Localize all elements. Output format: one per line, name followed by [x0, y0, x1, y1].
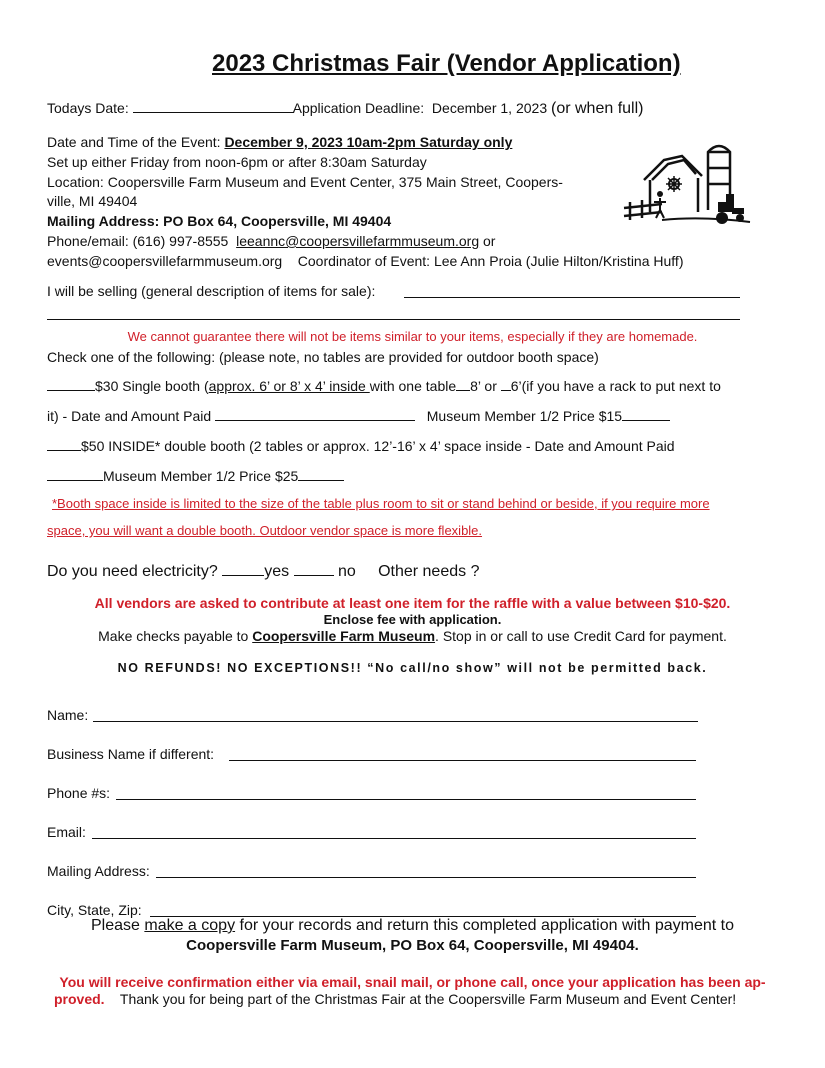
- other-needs-label: Other needs ?: [378, 563, 480, 580]
- no-refunds-notice: NO REFUNDS! NO EXCEPTIONS!! “No call/no show” will not be permitted back.: [117, 661, 708, 675]
- single-booth-checkbox[interactable]: [47, 378, 95, 391]
- deadline-label: Application Deadline:: [292, 100, 425, 116]
- table-8ft-checkbox[interactable]: [456, 378, 470, 391]
- single-paid-label: it) - Date and Amount Paid: [47, 408, 212, 424]
- double-member-row: [47, 468, 344, 484]
- mailing-address-field[interactable]: [156, 876, 696, 878]
- checks-prefix: Make checks payable to: [98, 628, 253, 644]
- return-text: for your records and return this completed application with payment to: [235, 917, 734, 934]
- double-paid-field[interactable]: [47, 468, 103, 481]
- deadline-suffix: (or when full): [551, 100, 644, 117]
- electricity-no-label: no: [338, 563, 356, 580]
- email-link-leeann[interactable]: leeannc@coopersvillefarmmuseum.org: [236, 233, 480, 249]
- raffle-notice: All vendors are asked to contribute at least one item for the raffle with a value between $10-$20.: [94, 595, 731, 611]
- please-text: Please: [90, 917, 145, 934]
- checks-payee: Coopersville Farm Museum: [252, 628, 436, 644]
- electricity-yes-label: yes: [264, 563, 290, 580]
- approved-text: proved.: [54, 991, 105, 1007]
- event-date-label: Date and Time of the Event:: [47, 134, 221, 150]
- checks-suffix: . Stop in or call to use Credit Card for payment.: [435, 628, 727, 644]
- email-events: events@coopersvillefarmmuseum.org: [47, 253, 283, 269]
- mailing-address-label: Mailing Address:: [47, 863, 150, 879]
- enclose-fee: Enclose fee with application.: [323, 612, 502, 627]
- location-line-2: ville, MI 49404: [47, 193, 138, 209]
- make-copy-text: make a copy: [144, 917, 236, 934]
- table-6ft-label: 6’(if you have a rack to put next to: [510, 378, 721, 394]
- farm-barn-tractor-icon: [622, 138, 752, 230]
- coordinator-text: Coordinator of Event: Lee Ann Proia (Julie Hilton/Kristina Huff): [297, 253, 684, 269]
- return-address: Coopersville Farm Museum, PO Box 64, Coopersville, MI 49404.: [186, 937, 639, 954]
- check-one-text: Check one of the following: (please note, no tables are provided for outdoor booth space): [47, 349, 599, 365]
- electricity-no-field[interactable]: [294, 563, 334, 576]
- phone-row: [47, 233, 495, 249]
- name-field[interactable]: [93, 720, 698, 722]
- todays-date-label: Todays Date:: [47, 100, 129, 116]
- electricity-row: [47, 563, 479, 581]
- single-booth-price: $30 Single booth (: [95, 378, 209, 394]
- double-booth-checkbox[interactable]: [47, 438, 81, 451]
- selling-label: I will be selling (general description of items for sale):: [47, 283, 376, 299]
- single-booth-size: approx. 6’ or 8’ x 4’ inside: [208, 378, 370, 394]
- double-booth-row: [47, 438, 675, 454]
- event-date-row: [47, 134, 512, 150]
- single-booth-row: [47, 378, 721, 394]
- or-text: or: [483, 233, 496, 249]
- single-booth-rest: with one table: [369, 378, 457, 394]
- electricity-question: Do you need electricity?: [47, 563, 218, 580]
- todays-date-field[interactable]: [133, 100, 293, 113]
- single-member-label: Museum Member 1/2 Price $15: [426, 408, 623, 424]
- table-8ft-label: 8’ or: [470, 378, 501, 394]
- selling-field[interactable]: [404, 296, 740, 298]
- table-6ft-checkbox[interactable]: [501, 378, 511, 391]
- city-state-zip-label: City, State, Zip:: [47, 902, 142, 918]
- confirmation-line-2: [54, 991, 736, 1007]
- single-booth-row-2: [47, 408, 670, 424]
- thank-you-text: Thank you for being part of the Christmas Fair at the Coopersville Farm Museum and Event Center!: [119, 991, 737, 1007]
- business-name-field[interactable]: [229, 759, 696, 761]
- email-field[interactable]: [92, 837, 696, 839]
- phone-label: Phone/email: (616) 997-8555: [47, 233, 229, 249]
- double-member-label: Museum Member 1/2 Price $25: [103, 468, 299, 484]
- name-label: Name:: [47, 707, 89, 723]
- phone-label: Phone #s:: [47, 785, 111, 801]
- location-line-1: Location: Coopersville Farm Museum and Event Center, 375 Main Street, Coopers-: [47, 174, 563, 190]
- booth-note-line-2: space, you will want a double booth. Outdoor vendor space is more flexible.: [47, 523, 483, 538]
- similar-items-warning: We cannot guarantee there will not be items similar to your items, especially if they are homemade.: [127, 329, 698, 344]
- page-title: 2023 Christmas Fair (Vendor Application): [212, 50, 681, 77]
- single-paid-field[interactable]: [215, 408, 415, 421]
- email-label: Email:: [47, 824, 86, 840]
- selling-field-line-2[interactable]: [47, 318, 740, 320]
- double-booth-text: $50 INSIDE* double booth (2 tables or approx. 12’-16’ x 4’ space inside - Date and Amount Paid: [81, 438, 675, 454]
- deadline-value: December 1, 2023: [431, 100, 548, 116]
- setup-text: Set up either Friday from noon-6pm or after 8:30am Saturday: [47, 154, 427, 170]
- dates-row: [47, 100, 643, 118]
- single-member-field[interactable]: [622, 408, 670, 421]
- phone-field[interactable]: [116, 798, 696, 800]
- email-coordinator-row: [47, 253, 683, 269]
- event-date-value: December 9, 2023 10am-2pm Saturday only: [224, 134, 513, 150]
- booth-note-line-1: *Booth space inside is limited to the size of the table plus room to sit or stand behind or beside, if you require more: [52, 496, 710, 511]
- selling-row: [47, 283, 375, 299]
- checks-payable-row: [0, 628, 825, 644]
- business-name-label: Business Name if different:: [47, 746, 215, 762]
- double-member-field[interactable]: [298, 468, 344, 481]
- confirmation-line-1: You will receive confirmation either via email, snail mail, or phone call, once your application has been ap-: [59, 974, 766, 990]
- mailing-address: Mailing Address: PO Box 64, Coopersville, MI 49404: [47, 213, 392, 229]
- make-copy-row: [0, 917, 825, 935]
- electricity-yes-field[interactable]: [222, 563, 264, 576]
